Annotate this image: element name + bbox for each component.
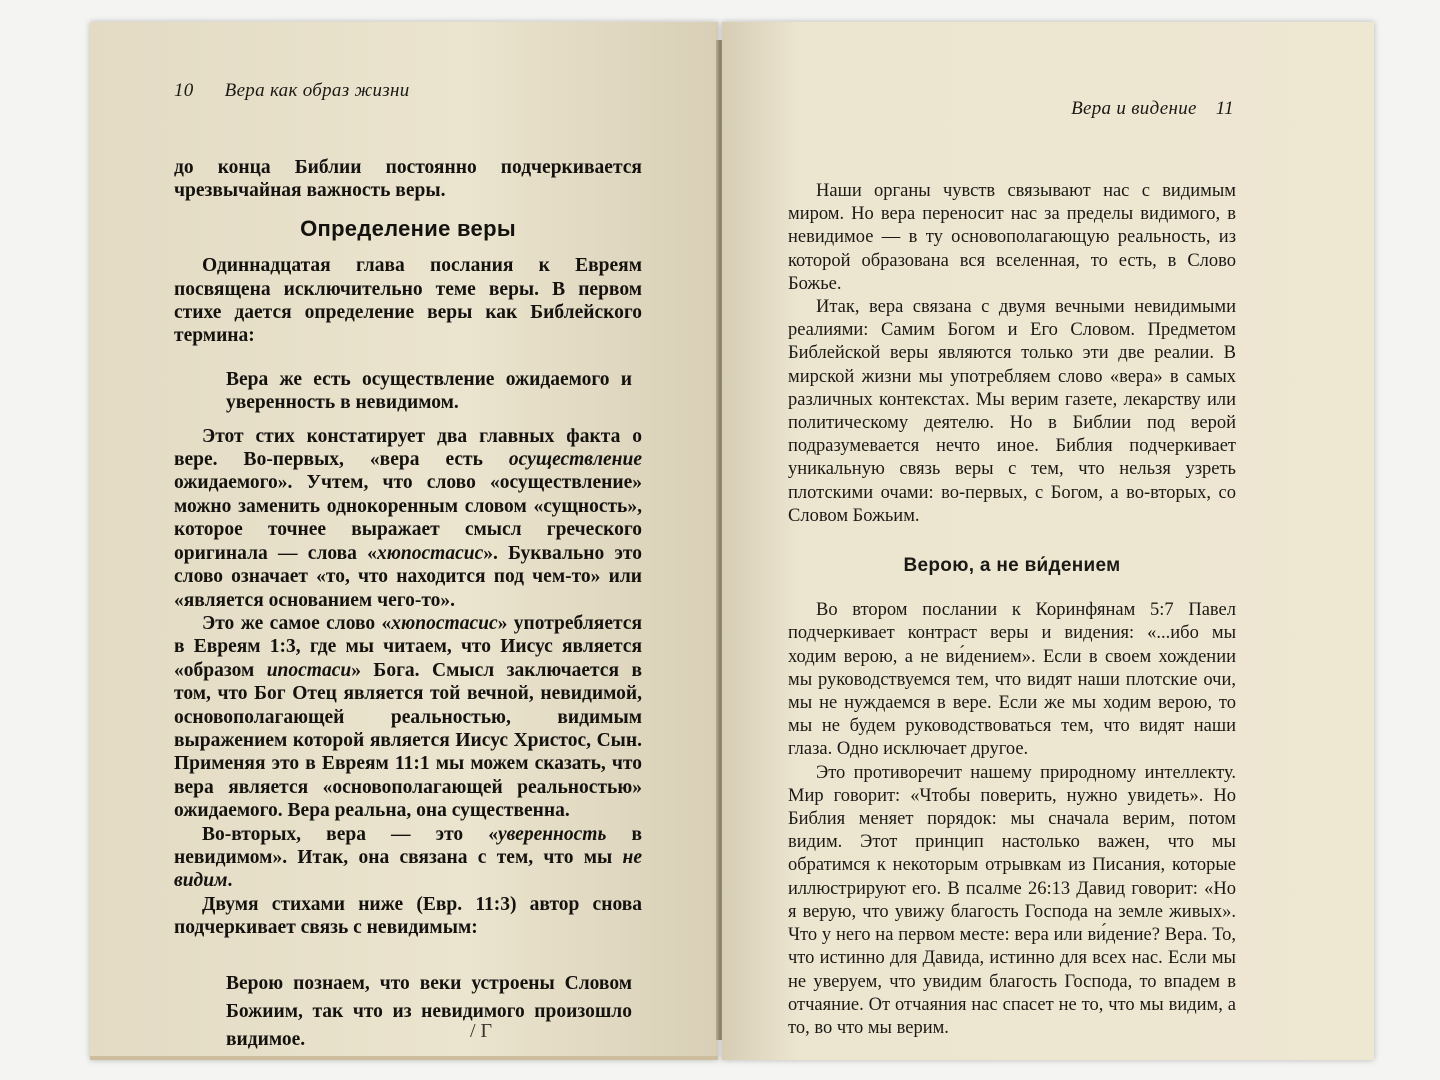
right-running-title: Вера и видение [1071,98,1197,119]
right-running-head [1071,98,1234,120]
right-paragraph-1: Наши органы чувств связывают нас с видимым миром. Но вера переносит нас за пределы видимого, в невидимое — в ту основополагающую реальность, из которой образована вся вселенная, то есть, в Слово Божье. [788,181,1236,294]
right-page-number: 11 [1215,98,1234,119]
right-text-block [788,180,1236,1040]
left-text-block [174,156,642,1064]
left-quote-2: Верою познаем, что веки устроены Словом Божиим, так что из невидимого произошло видимое. [226,972,632,1050]
left-running-head [174,80,410,102]
right-heading: Верою, а не ви́дением [903,555,1121,577]
right-paragraph-2: Итак, вера связана с двумя вечными невидимыми реалиями: Самим Богом и Его Словом. Предметом Библейской веры являются только эти две реалии. В мирской жизни мы употребляем слово «вера» в самых различных контекстах. Мы верим газете, лекарству или политическому деятелю. Но в Библии под верой подразумевается нечто иное. Библия подчеркивает уникальную связь веры с тем, что нельзя узреть плотскими очами: во-первых, с Богом, а во-вторых, со Словом Божьим. [788,297,1236,526]
left-paragraph-3: Это же самое слово «хюпостасис» употребляется в Евреям 1:3, где мы читаем, что Иисус является «образом ипостаси» Бога. Смысл заключается в том, что Бог Отец является той вечной, невидимой, основополагающей реальностью, видимым выражением которой является Иисус Христос, Сын. Применяя это в Евреям 11:1 мы можем сказать, что вера является «основополагающей реальностью» ожидаемого. Вера реальна, она существенна. [174,612,643,822]
left-page-number: 10 [174,80,194,101]
left-paragraph-2: Этот стих констатирует два главных факта о вере. Во-первых, «вера есть осуществление ожидаемого». Учтем, что слово «осуществление» можно заменить однокоренным словом «сущность», которое точнее выражает смысл греческого оригинала — слова «хюпостасис». Буквально это слово означает «то, что находится под чем-то» или «является основанием чего-то». [174,425,642,611]
left-paragraph-5: Двумя стихами ниже (Евр. 11:3) автор снова подчеркивает связь с невидимым: [174,893,642,939]
left-paragraph-1: Одиннадцатая глава послания к Евреям посвящена исключительно теме веры. В первом стихе дается определение веры как Библейского термина: [174,255,642,347]
right-page [722,22,1374,1060]
continued-paragraph: до конца Библии постоянно подчеркивается чрезвычайная важность веры. [174,157,642,202]
bottom-mark: / Г [470,1020,493,1042]
right-paragraph-3: Во втором послании к Коринфянам 5:7 Павел подчеркивает контраст веры и видения: «...ибо мы ходим верою, а не ви́дением». Если в своем хождении мы руководствуемся тем, что видят наши плотские очи, мы не нуждаемся в вере. Если же мы ходим верою, то мы не будем руководствоваться тем, что видят наши глаза. Одно исключает другое. [788,600,1236,760]
left-running-title: Вера как образ жизни [224,80,410,101]
left-paragraph-4: Во-вторых, вера — это «уверенность в невидимом». Итак, она связана с тем, что мы не видим. [174,823,642,892]
left-quote-1: Вера же есть осуществление ожидаемого и уверенность в невидимом. [226,368,632,414]
left-heading: Определение веры [300,215,516,241]
left-page [90,22,718,1060]
right-paragraph-4: Это противоречит нашему природному интеллекту. Мир говорит: «Чтобы поверить, нужно увидеть». Но Библия меняет порядок: мы сначала верим, потом видим. Этот принцип настолько важен, что мы обратимся к некоторым отрывкам из Писания, которые иллюстрируют его. В псалме 26:13 Давид говорит: «Но я верую, что увижу благость Господа на земле живых». Что у него на первом месте: вера или ви́дение? Вера. То, что истинно для Давида, истинно для всех нас. Если мы не уверуем, что увидим благость Господа, то впадем в отчаяние. От отчаяния нас спасет не то, что мы видим, а то, во что мы верим. [788,762,1236,1038]
